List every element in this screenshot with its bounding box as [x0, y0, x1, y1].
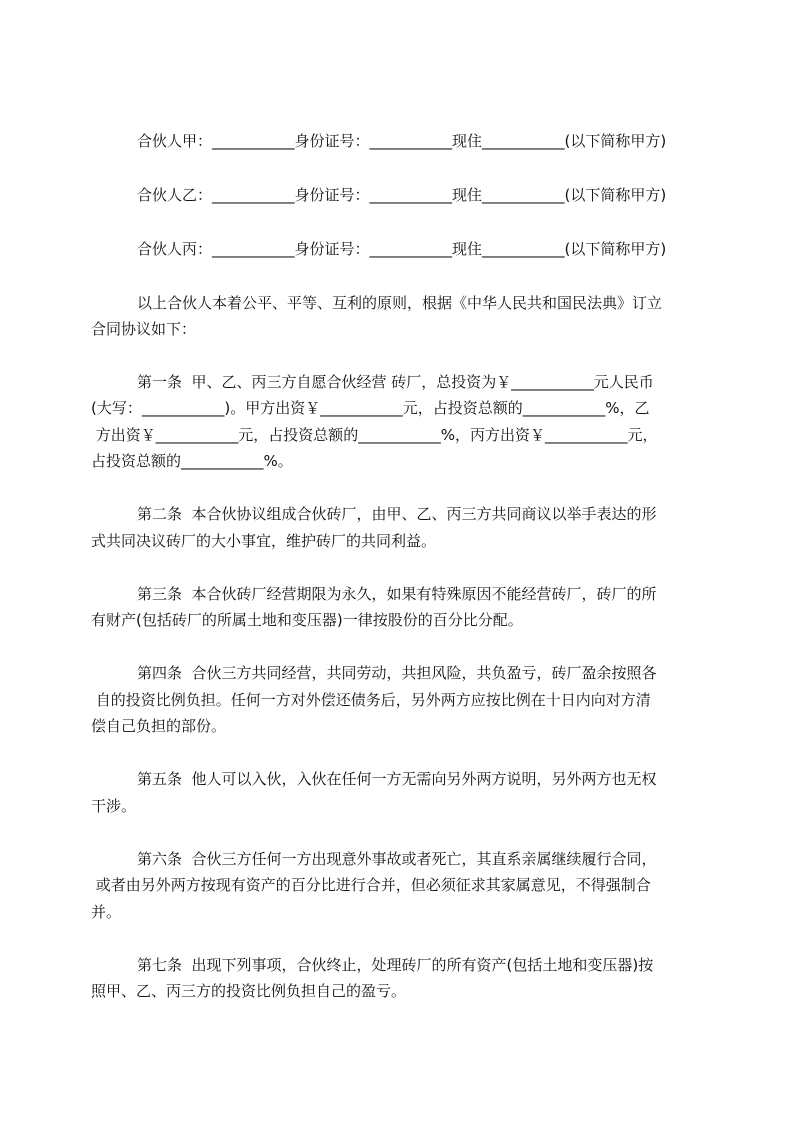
article-6-line-1: 第六条 合伙三方任何一方出现意外事故或者死亡，其直系亲属继续履行合同，	[137, 850, 657, 868]
article-2-line-1: 第二条 本合伙协议组成合伙砖厂，由甲、乙、丙三方共同商议以举手表达的形	[137, 505, 657, 523]
partner-a-line: 合伙人甲：___________身份证号：___________现住___________(以下简称甲方)	[137, 132, 667, 150]
article-7-line-2: 照甲、乙、丙三方的投资比例负担自己的盈亏。	[91, 982, 407, 1000]
article-3-line-2: 有财产(包括砖厂的所属土地和变压器)一律按股份的百分比分配。	[91, 611, 523, 629]
article-1-line-2: (大写：___________)。甲方出资￥___________元，占投资总额的___________%，乙	[91, 399, 650, 417]
article-4-line-1: 第四条 合伙三方共同经营，共同劳动，共担风险，共负盈亏，砖厂盈余按照各	[137, 664, 657, 682]
article-4-line-3: 偿自己负担的部份。	[91, 717, 227, 735]
article-5-line-1: 第五条 他人可以入伙，入伙在任何一方无需向另外两方说明，另外两方也无权	[137, 770, 657, 788]
article-7-line-1: 第七条 出现下列事项，合伙终止，处理砖厂的所有资产(包括土地和变压器)按	[137, 956, 654, 974]
article-4-line-2: 自的投资比例负担。任何一方对外偿还债务后，另外两方应按比例在十日内向对方清	[91, 691, 651, 709]
article-3-line-1: 第三条 本合伙砖厂经营期限为永久，如果有特殊原因不能经营砖厂，砖厂的所	[137, 585, 657, 603]
article-1-line-1: 第一条 甲、乙、丙三方自愿合伙经营 砖厂，总投资为￥___________元人民币	[137, 373, 654, 391]
article-6-line-3: 并。	[91, 903, 122, 921]
article-6-line-2: 或者由另外两方按现有资产的百分比进行合并，但必须征求其家属意见，不得强制合	[91, 876, 651, 894]
partner-b-line: 合伙人乙：___________身份证号：___________现住___________(以下简称甲方)	[137, 186, 667, 204]
article-1-line-3: 方出资￥___________元，占投资总额的___________%，丙方出资￥___________元，	[91, 426, 658, 444]
article-5-line-2: 干涉。	[91, 797, 137, 815]
article-2-line-2: 式共同决议砖厂的大小事宜，维护砖厂的共同利益。	[91, 532, 437, 550]
partner-c-line: 合伙人丙：___________身份证号：___________现住___________(以下简称甲方)	[137, 240, 667, 258]
intro-line-2: 合同协议如下：	[91, 320, 197, 338]
intro-line-1: 以上合伙人本着公平、平等、互利的原则，根据《中华人民共和国民法典》订立	[137, 294, 663, 312]
article-1-line-4: 占投资总额的___________%。	[91, 452, 293, 470]
